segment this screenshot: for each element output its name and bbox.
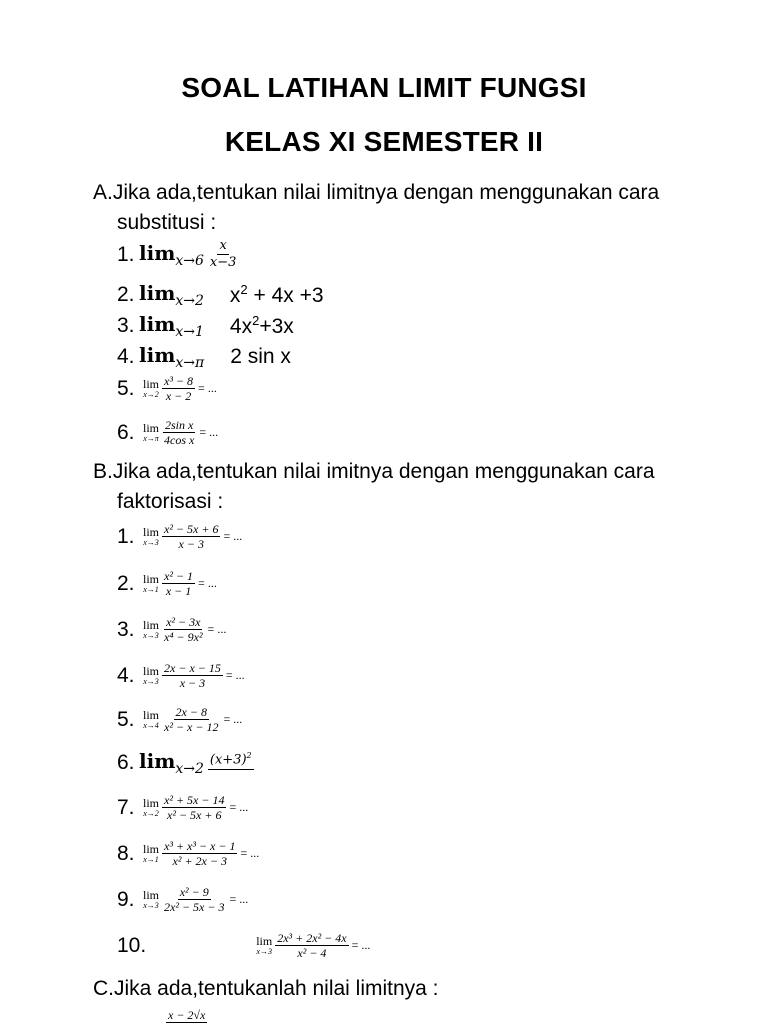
limit-expression: lim x→3 $\frac{2x - x - 15}{x - 3}$ = ... xyxy=(143,661,245,690)
item-number: 6. xyxy=(117,420,135,444)
limit-expression: lim x→1 $\frac{\text{x³ + x³ − x − 1}}{\text{x² + 2x − 3}}$ = ... xyxy=(143,839,260,868)
item-number: 3. xyxy=(117,314,135,337)
a-item-5 xyxy=(117,374,217,403)
b-item-9 xyxy=(117,885,248,914)
a-item-3 xyxy=(117,312,294,340)
item-number: 8. xyxy=(117,841,135,865)
section-c-line1: C.Jika ada,tentukanlah nilai limitnya : xyxy=(93,977,439,1000)
b-item-6 xyxy=(117,749,254,777)
b-item-8 xyxy=(117,839,259,868)
b-item-7 xyxy=(117,793,248,822)
item-number: 9. xyxy=(117,887,135,911)
b-item-2 xyxy=(117,569,217,598)
limit-expression: lim x→3 $\frac{\text{x² − 3x}}{\text{x⁴ − 9x²}}$ = ... xyxy=(143,615,227,644)
section-b-line1: B.Jika ada,tentukan nilai imitnya dengan menggunakan cara xyxy=(93,460,655,483)
item-number: 4. xyxy=(117,345,135,368)
limit-expression: lim x→4 $\frac{2x - 8}{\text{x² − x − 12}}$ = ... xyxy=(143,705,243,734)
expression: $4x^2+3x$ xyxy=(229,313,294,338)
a-item-2 xyxy=(117,281,324,309)
lim-operator: $\lim_{x\to 2}$ xyxy=(139,281,204,309)
item-number: 7. xyxy=(117,795,135,819)
fraction: $(x+3)^2$ xyxy=(208,748,254,769)
limit-expression: lim x→2 $\frac{\text{x² + 5x − 14}}{\text{x² − 5x + 6}}$ = ... xyxy=(143,793,249,822)
lim-operator: $\lim_{x\to\pi}$ xyxy=(139,343,205,371)
item-number: 2. xyxy=(117,571,135,595)
item-number: 1. xyxy=(117,524,135,548)
a-item-4 xyxy=(117,343,291,371)
b-item-4 xyxy=(117,661,245,690)
limit-expression: lim x→1 $\frac{\text{x² − 1}}{x - 1}$ = ... xyxy=(143,569,217,598)
limit-expression: lim x→2 $\frac{\text{x³ − 8}}{x - 2}$ = ... xyxy=(143,374,217,403)
limit-expression: lim x→3 $\frac{\text{x² − 9}}{\text{2x² − 5x − 3}}$ = ... xyxy=(143,885,249,914)
section-a-heading xyxy=(93,178,733,238)
section-a-line1: A.Jika ada,tentukan nilai limitnya dengan menggunakan cara xyxy=(93,181,660,204)
partial-numerator: x − 2√x xyxy=(168,1008,206,1022)
item-number: 1. xyxy=(117,242,135,266)
b-item-3 xyxy=(117,615,226,644)
item-number: 5. xyxy=(117,376,135,400)
section-c-heading xyxy=(93,974,733,1004)
c-item-partial xyxy=(166,1008,207,1023)
section-a-line2: substitusi : xyxy=(117,211,217,234)
b-item-5 xyxy=(117,705,242,734)
section-b-line2: faktorisasi : xyxy=(117,490,224,513)
a-item-1 xyxy=(117,238,238,271)
item-number: 2. xyxy=(117,283,135,306)
lim-operator: $\lim_{x\to 6}$ xyxy=(139,240,204,269)
page-title-line2: KELAS XI SEMESTER II xyxy=(224,126,544,157)
item-number: 6. xyxy=(117,751,135,774)
limit-expression: lim x→3 $\frac{\text{x² − 5x + 6}}{x - 3}$ = ... xyxy=(143,522,243,551)
lim-operator: $\lim_{x\to 2}$ xyxy=(139,749,204,777)
expression: $x^2 + 4x +3$ xyxy=(229,282,324,307)
item-number: 5. xyxy=(117,707,135,731)
item-number: 3. xyxy=(117,617,135,641)
expression: 2 sin x xyxy=(230,345,291,368)
item-number: 10. xyxy=(117,933,147,957)
limit-expression: lim x→3 $\frac{\text{2x³ + 2x² − 4x}}{\text{x² − 4}}$ = ... xyxy=(256,931,371,960)
a-item-6 xyxy=(117,418,218,447)
item-number: 4. xyxy=(117,663,135,687)
fraction: $\frac{x}{x-3}$ xyxy=(209,238,237,270)
page-title-line1: SOAL LATIHAN LIMIT FUNGSI xyxy=(181,72,587,103)
lim-operator: $\lim_{x\to 1}$ xyxy=(139,312,204,340)
b-item-10 xyxy=(117,931,370,960)
b-item-1 xyxy=(117,522,242,551)
section-b-heading xyxy=(93,457,733,517)
limit-expression: lim x→π $\frac{\text{2sin x}}{\text{4cos x}}$ = ... xyxy=(143,418,219,447)
